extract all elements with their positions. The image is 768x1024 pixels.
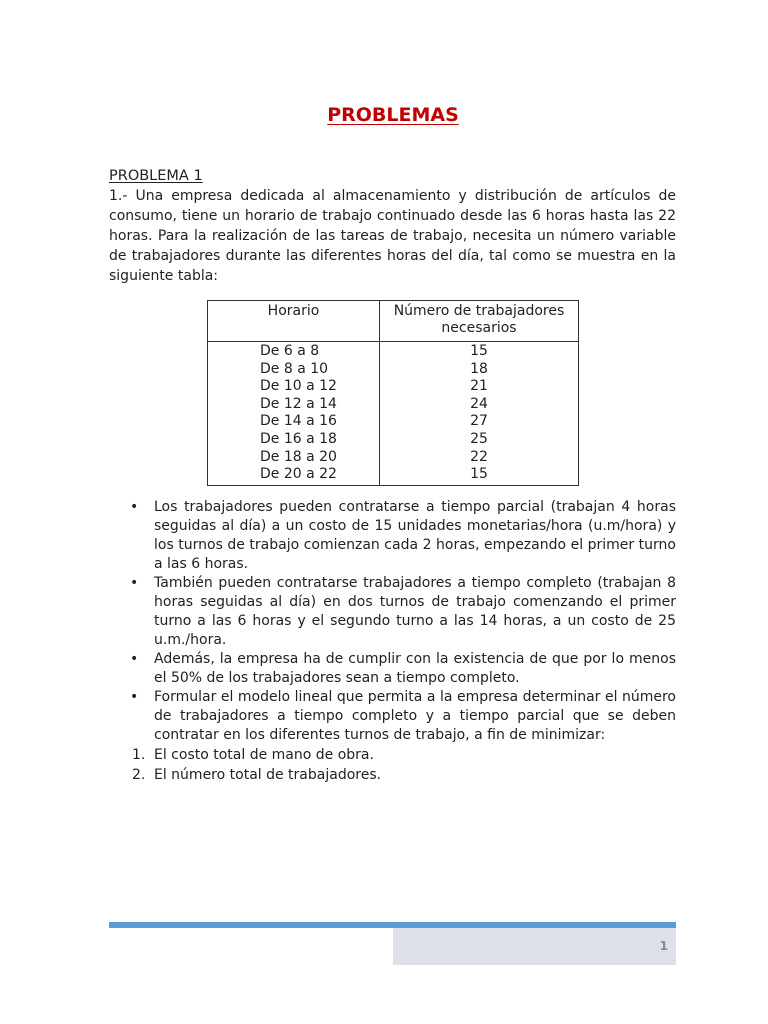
table-cell-workers: 21 bbox=[380, 378, 579, 396]
table-cell-workers: 27 bbox=[380, 413, 579, 431]
table-row bbox=[208, 361, 579, 379]
list-item-text: Además, la empresa ha de cumplir con la existencia de que por lo menos el 50% de los trabajadores sean a tiempo completo. bbox=[154, 651, 676, 686]
list-item-text: El número total de trabajadores. bbox=[154, 767, 382, 783]
table-cell-workers: 15 bbox=[380, 342, 579, 361]
table-header-row bbox=[208, 301, 579, 342]
table-cell-workers: 22 bbox=[380, 449, 579, 467]
problem-heading: PROBLEMA 1 bbox=[109, 168, 203, 184]
column-header-workers: Número de trabajadores necesarios bbox=[380, 301, 579, 342]
page-number: 1 bbox=[659, 939, 668, 953]
list-item-text: Los trabajadores pueden contratarse a tiempo parcial (trabajan 4 horas seguidas al día) a un costo de 15 unidades monetarias/hora (u.m/hora) y los turnos de trabajo comienzan cada 2 horas, empezando el primer turno a las 6 horas. bbox=[154, 499, 676, 572]
table-cell-horario: De 12 a 14 bbox=[208, 396, 380, 414]
column-header-horario: Horario bbox=[208, 301, 380, 342]
list-item bbox=[109, 745, 676, 765]
table-row bbox=[208, 396, 579, 414]
page-title: PROBLEMAS bbox=[327, 104, 459, 126]
table-row bbox=[208, 431, 579, 449]
list-item bbox=[109, 498, 676, 574]
table-cell-horario: De 14 a 16 bbox=[208, 413, 380, 431]
table-cell-horario: De 6 a 8 bbox=[208, 342, 380, 361]
bullet-icon: • bbox=[130, 575, 139, 591]
objectives-list bbox=[109, 745, 676, 785]
bullet-icon: • bbox=[130, 651, 139, 667]
table-row bbox=[208, 449, 579, 467]
table-row bbox=[208, 413, 579, 431]
list-number: 1. bbox=[132, 747, 146, 763]
list-item bbox=[109, 650, 676, 688]
table-row bbox=[208, 342, 579, 361]
table-cell-workers: 18 bbox=[380, 361, 579, 379]
table-cell-workers: 24 bbox=[380, 396, 579, 414]
bullet-icon: • bbox=[130, 499, 139, 515]
table-cell-horario: De 16 a 18 bbox=[208, 431, 380, 449]
table-cell-workers: 15 bbox=[380, 466, 579, 485]
list-item bbox=[109, 765, 676, 785]
table-cell-horario: De 8 a 10 bbox=[208, 361, 380, 379]
list-item-text: También pueden contratarse trabajadores a tiempo completo (trabajan 8 horas seguidas al día) en dos turnos de trabajo comenzando el primer turno a las 6 horas y el segundo turno a las 14 horas, a un costo de 25 u.m./hora. bbox=[154, 575, 676, 648]
list-item bbox=[109, 688, 676, 745]
intro-paragraph: 1.- Una empresa dedicada al almacenamiento y distribución de artículos de consumo, tiene un horario de trabajo continuado desde las 6 horas hasta las 22 horas. Para la realización de las tareas de trabajo, necesita un número variable de trabajadores durante las diferentes horas del día, tal como se muestra en la siguiente tabla: bbox=[109, 188, 676, 284]
table-cell-horario: De 18 a 20 bbox=[208, 449, 380, 467]
table-cell-horario: De 10 a 12 bbox=[208, 378, 380, 396]
table-row bbox=[208, 378, 579, 396]
list-item-text: Formular el modelo lineal que permita a la empresa determinar el número de trabajadores a tiempo completo y a tiempo parcial que se deben contratar en los diferentes turnos de trabajo, a fin de minimizar: bbox=[154, 689, 676, 743]
list-number: 2. bbox=[132, 767, 146, 783]
workers-table bbox=[207, 300, 579, 486]
conditions-list bbox=[109, 498, 676, 745]
footer-page-box bbox=[393, 928, 676, 965]
list-item-text: El costo total de mano de obra. bbox=[154, 747, 374, 763]
bullet-icon: • bbox=[130, 689, 139, 705]
table-row bbox=[208, 466, 579, 485]
table-cell-workers: 25 bbox=[380, 431, 579, 449]
table-cell-horario: De 20 a 22 bbox=[208, 466, 380, 485]
list-item bbox=[109, 574, 676, 650]
